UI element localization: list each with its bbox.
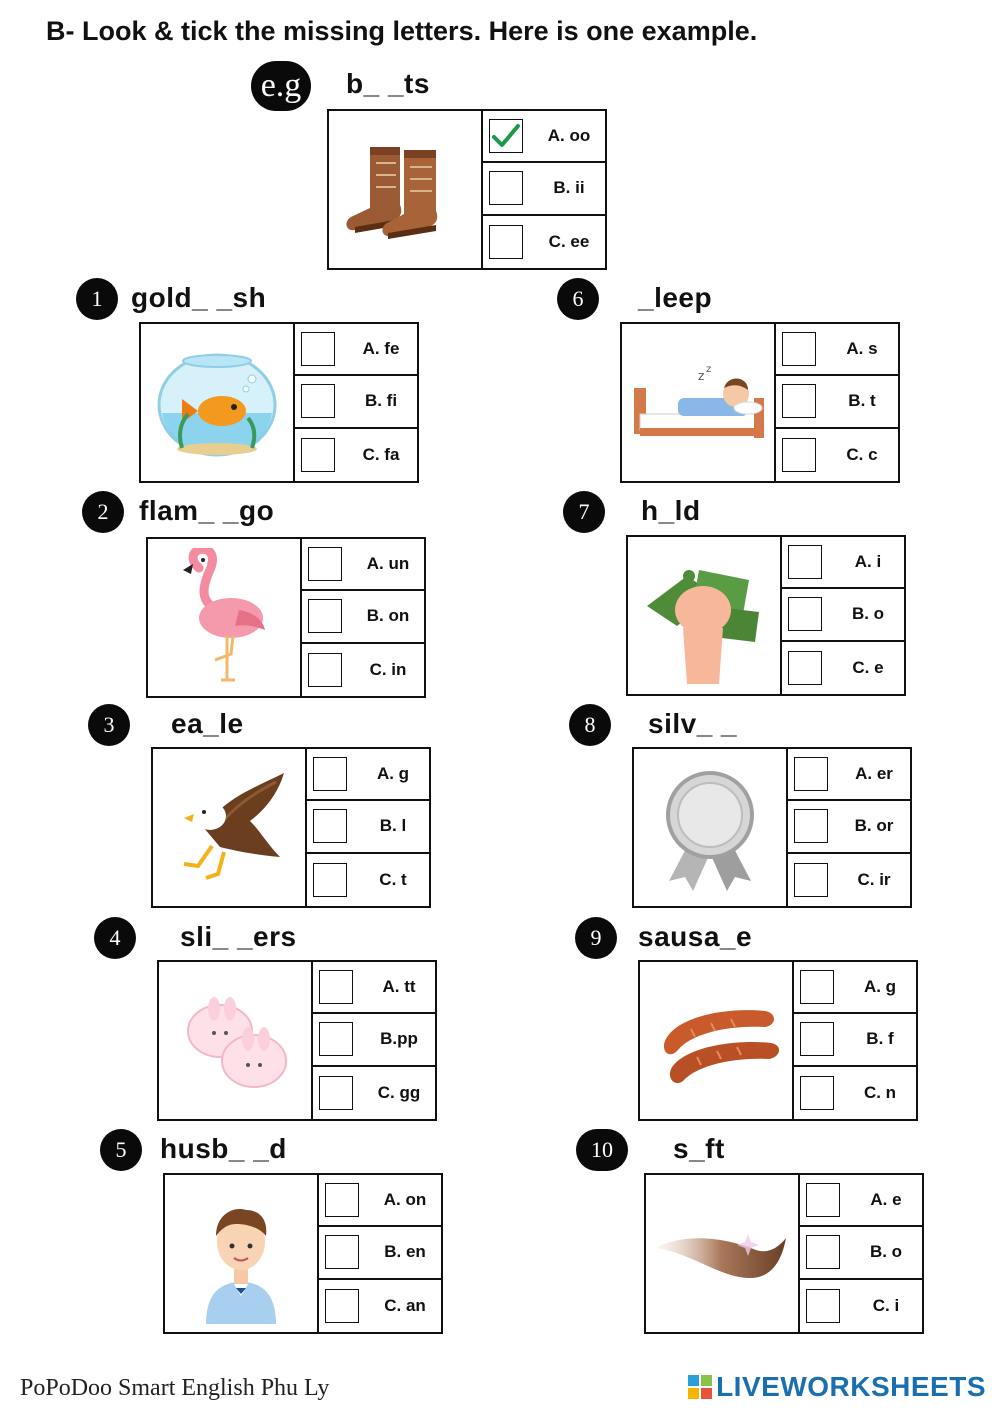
example-checkbox-b[interactable] xyxy=(489,171,523,205)
option-c[interactable] xyxy=(311,1067,435,1119)
checkbox[interactable] xyxy=(308,653,342,687)
checkbox[interactable] xyxy=(806,1289,840,1323)
question-number-badge: 6 xyxy=(557,278,599,320)
question-number-badge: 10 xyxy=(576,1129,628,1171)
question-number-badge: 3 xyxy=(88,704,130,746)
question-number-badge: 4 xyxy=(94,917,136,959)
option-b[interactable] xyxy=(317,1227,441,1279)
question-number-badge: 5 xyxy=(100,1129,142,1171)
option-b[interactable] xyxy=(780,589,904,641)
option-a[interactable] xyxy=(780,537,904,589)
example-badge: e.g xyxy=(251,61,311,111)
eagle-image xyxy=(153,749,307,906)
checkbox[interactable] xyxy=(301,384,335,418)
checkbox[interactable] xyxy=(301,438,335,472)
option-label: A. on xyxy=(383,1190,427,1210)
option-label: B. t xyxy=(848,391,876,411)
option-label: C. in xyxy=(369,659,407,679)
liveworksheets-brand: LIVEWORKSHEETS xyxy=(716,1371,986,1402)
option-label: C. c xyxy=(846,444,878,464)
question-word: silv_ _ xyxy=(648,708,738,739)
option-c[interactable] xyxy=(780,642,904,694)
example-checkbox-c[interactable] xyxy=(489,225,523,259)
option-a[interactable] xyxy=(786,749,910,801)
checkbox[interactable] xyxy=(313,809,347,843)
option-b[interactable] xyxy=(792,1014,916,1066)
example-word: b_ _ts xyxy=(346,68,430,99)
option-c[interactable] xyxy=(293,429,417,481)
option-label: A. fe xyxy=(362,339,400,359)
husband-image xyxy=(165,1175,319,1332)
question-word: sli_ _ers xyxy=(180,921,297,952)
question-box xyxy=(620,322,900,483)
option-b[interactable] xyxy=(774,376,898,428)
option-label: C. ee xyxy=(548,231,590,251)
example-option-b[interactable] xyxy=(481,163,605,215)
option-b[interactable] xyxy=(798,1227,922,1279)
silver-medal-image xyxy=(634,749,788,906)
checkbox[interactable] xyxy=(794,757,828,791)
question-number-badge: 9 xyxy=(575,917,617,959)
checkbox[interactable] xyxy=(308,599,342,633)
option-label: C. gg xyxy=(377,1082,421,1102)
liveworksheets-logo xyxy=(688,1371,986,1403)
checkbox[interactable] xyxy=(319,1076,353,1110)
option-b[interactable] xyxy=(300,591,424,643)
option-label: A. g xyxy=(863,977,897,997)
question-word: husb_ _d xyxy=(160,1133,287,1164)
option-a[interactable] xyxy=(300,539,424,591)
option-c[interactable] xyxy=(300,644,424,696)
checkbox[interactable] xyxy=(325,1235,359,1269)
question-number-badge: 1 xyxy=(76,278,118,320)
example-question-box xyxy=(327,109,607,270)
svg-text:z: z xyxy=(706,363,712,375)
option-label: B. ii xyxy=(553,178,585,198)
checkbox[interactable] xyxy=(319,970,353,1004)
option-b[interactable] xyxy=(305,801,429,853)
question-number-badge: 8 xyxy=(569,704,611,746)
option-label: B.pp xyxy=(380,1029,418,1049)
option-label: C. an xyxy=(384,1295,426,1315)
checkbox[interactable] xyxy=(788,597,822,631)
option-b[interactable] xyxy=(311,1014,435,1066)
slippers-image xyxy=(159,962,313,1119)
option-c[interactable] xyxy=(792,1067,916,1119)
soft-silk-image xyxy=(646,1175,800,1332)
checkbox[interactable] xyxy=(800,1076,834,1110)
option-b[interactable] xyxy=(293,376,417,428)
option-label: B. on xyxy=(366,606,410,626)
option-label: A. s xyxy=(846,339,878,359)
option-label: C. ir xyxy=(857,869,891,889)
option-label: C. fa xyxy=(362,444,400,464)
option-label: A. g xyxy=(376,764,410,784)
option-label: B. l xyxy=(379,816,407,836)
question-box xyxy=(146,537,426,698)
option-label: C. n xyxy=(863,1082,897,1102)
option-label: C. e xyxy=(852,657,884,677)
option-c[interactable] xyxy=(305,854,429,906)
checkbox[interactable] xyxy=(794,863,828,897)
option-label: A. e xyxy=(870,1190,902,1210)
checkbox[interactable] xyxy=(788,545,822,579)
option-c[interactable] xyxy=(774,429,898,481)
option-label: A. er xyxy=(855,764,893,784)
footer-credit: PoPoDoo Smart English Phu Ly xyxy=(20,1375,330,1401)
page-title: B- Look & tick the missing letters. Here is one example. xyxy=(46,16,758,46)
checkbox[interactable] xyxy=(782,384,816,418)
checkbox[interactable] xyxy=(313,757,347,791)
question-word: h_ld xyxy=(641,495,701,526)
example-option-a[interactable] xyxy=(481,111,605,163)
option-a[interactable] xyxy=(792,962,916,1014)
checkbox[interactable] xyxy=(313,863,347,897)
sausages-image xyxy=(640,962,794,1119)
checkbox[interactable] xyxy=(806,1183,840,1217)
option-label: B. o xyxy=(851,604,885,624)
checkbox[interactable] xyxy=(782,332,816,366)
option-c[interactable] xyxy=(317,1280,441,1332)
liveworksheets-logo-icon xyxy=(688,1375,712,1399)
option-label: B. fi xyxy=(364,391,398,411)
checkbox[interactable] xyxy=(800,970,834,1004)
question-number-badge: 2 xyxy=(82,491,124,533)
question-box xyxy=(139,322,419,483)
checkbox[interactable] xyxy=(782,438,816,472)
question-word: s_ft xyxy=(673,1133,725,1164)
question-box xyxy=(644,1173,924,1334)
goldfish-bowl-image xyxy=(141,324,295,481)
question-number-badge: 7 xyxy=(563,491,605,533)
example-option-c[interactable] xyxy=(481,216,605,268)
question-word: flam_ _go xyxy=(139,495,275,526)
checkbox[interactable] xyxy=(806,1235,840,1269)
question-box xyxy=(163,1173,443,1334)
checkbox[interactable] xyxy=(794,809,828,843)
question-box xyxy=(626,535,906,696)
option-c[interactable] xyxy=(798,1280,922,1332)
option-label: B. o xyxy=(869,1242,903,1262)
question-word: sausa_e xyxy=(638,921,753,952)
option-a[interactable] xyxy=(311,962,435,1014)
checkbox[interactable] xyxy=(301,332,335,366)
checkbox[interactable] xyxy=(308,547,342,581)
option-a[interactable] xyxy=(293,324,417,376)
question-word: ea_le xyxy=(171,708,244,739)
option-label: A. oo xyxy=(547,126,591,146)
question-box xyxy=(151,747,431,908)
option-a[interactable] xyxy=(305,749,429,801)
checkbox[interactable] xyxy=(319,1022,353,1056)
svg-text:z: z xyxy=(698,368,705,383)
flamingo-image xyxy=(148,539,302,696)
option-label: A. i xyxy=(854,552,882,572)
question-word: _leep xyxy=(638,282,713,313)
sleeping-boy-image xyxy=(622,324,776,481)
option-label: C. i xyxy=(872,1295,900,1315)
boots-image xyxy=(329,111,483,268)
option-label: B. or xyxy=(854,816,894,836)
checkbox[interactable] xyxy=(788,651,822,685)
option-c[interactable] xyxy=(786,854,910,906)
option-a[interactable] xyxy=(774,324,898,376)
question-box xyxy=(632,747,912,908)
question-box xyxy=(638,960,918,1121)
checkbox[interactable] xyxy=(800,1022,834,1056)
option-label: A. un xyxy=(366,554,410,574)
checkbox[interactable] xyxy=(325,1289,359,1323)
option-label: A. tt xyxy=(382,977,416,997)
option-a[interactable] xyxy=(798,1175,922,1227)
hand-holding-money-image xyxy=(628,537,782,694)
check-icon xyxy=(491,122,521,150)
option-label: B. en xyxy=(384,1242,426,1262)
option-label: B. f xyxy=(866,1029,894,1049)
option-b[interactable] xyxy=(786,801,910,853)
option-a[interactable] xyxy=(317,1175,441,1227)
checkbox[interactable] xyxy=(325,1183,359,1217)
example-checkbox-a-checked[interactable] xyxy=(489,119,523,153)
option-label: C. t xyxy=(379,869,407,889)
question-word: gold_ _sh xyxy=(131,282,267,313)
question-box xyxy=(157,960,437,1121)
